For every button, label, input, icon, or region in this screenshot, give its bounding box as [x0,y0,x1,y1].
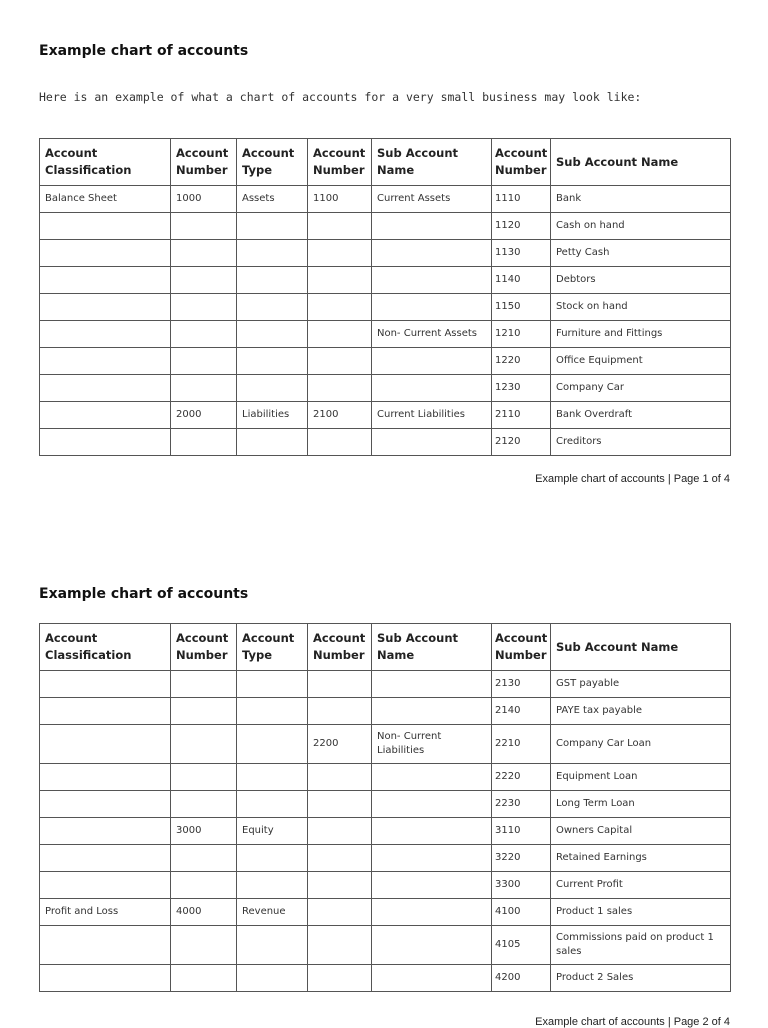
chart-of-accounts-table-2 [39,623,731,992]
table-cell: 3110 [492,818,551,845]
column-header: Account Number [308,624,372,671]
table-cell [308,965,372,992]
table-cell [40,321,171,348]
table-cell: 4200 [492,965,551,992]
table-row [40,294,731,321]
table-cell [308,240,372,267]
table-cell: Assets [237,186,308,213]
table-body [40,186,731,456]
table-cell: 2100 [308,402,372,429]
table-cell [237,240,308,267]
table-row [40,791,731,818]
table-cell: Liabilities [237,402,308,429]
table-row [40,267,731,294]
table-cell: Furniture and Fittings [551,321,731,348]
table-cell [372,267,492,294]
table-cell [171,698,237,725]
table-cell: Office Equipment [551,348,731,375]
table-cell [171,845,237,872]
table-cell [237,725,308,764]
table-cell [40,764,171,791]
table-cell [372,240,492,267]
table-cell [237,845,308,872]
column-header: Account Number [171,139,237,186]
table-cell: Bank Overdraft [551,402,731,429]
table-cell: Retained Earnings [551,845,731,872]
table-cell [308,267,372,294]
column-header: Sub Account Name [372,139,492,186]
column-header: Account Number [492,139,551,186]
table-row [40,429,731,456]
table-row [40,899,731,926]
table-cell [237,213,308,240]
table-cell: 1120 [492,213,551,240]
table-cell: 4105 [492,926,551,965]
column-header: Account Classification [40,139,171,186]
table-cell [40,429,171,456]
table-cell: Current Assets [372,186,492,213]
column-header: Account Type [237,624,308,671]
table-cell [40,791,171,818]
chart-of-accounts-table-1 [39,138,731,456]
table-cell [372,926,492,965]
table-cell: GST payable [551,671,731,698]
table-cell [40,348,171,375]
table-cell: Product 1 sales [551,899,731,926]
table-cell [237,791,308,818]
table-cell [171,321,237,348]
table-cell [40,845,171,872]
table-cell: 4000 [171,899,237,926]
column-header: Sub Account Name [551,624,731,671]
table-cell: Non- Current Assets [372,321,492,348]
table-cell: 2120 [492,429,551,456]
table-cell [237,872,308,899]
table-cell: 1140 [492,267,551,294]
table-cell: Profit and Loss [40,899,171,926]
table-cell [40,926,171,965]
table-cell: Revenue [237,899,308,926]
column-header: Sub Account Name [551,139,731,186]
intro-text: Here is an example of what a chart of accounts for a very small business may look like: [39,90,642,104]
table-cell: 1220 [492,348,551,375]
table-cell [40,698,171,725]
table-cell [171,725,237,764]
table-cell [372,698,492,725]
table-cell [372,872,492,899]
table-cell [372,213,492,240]
table-row [40,240,731,267]
table-cell: 4100 [492,899,551,926]
table-row [40,671,731,698]
table-cell [40,818,171,845]
table-cell [237,294,308,321]
table-cell [40,213,171,240]
table-cell [372,429,492,456]
table-header-row [40,624,731,671]
table-cell [308,764,372,791]
column-header: Account Classification [40,624,171,671]
table-cell [171,213,237,240]
table-cell [308,845,372,872]
table-cell [372,764,492,791]
table-body [40,671,731,992]
table-cell [237,671,308,698]
table-row [40,213,731,240]
table-cell: Company Car [551,375,731,402]
table-cell: 2210 [492,725,551,764]
table-cell: 1000 [171,186,237,213]
table-cell [372,899,492,926]
table-cell: 2110 [492,402,551,429]
table-cell [40,402,171,429]
table-cell: 2130 [492,671,551,698]
table-row [40,698,731,725]
table-cell: Balance Sheet [40,186,171,213]
column-header: Account Number [171,624,237,671]
table-cell [308,872,372,899]
table-cell [308,375,372,402]
table-cell [40,671,171,698]
table-cell: 3300 [492,872,551,899]
table-cell [171,872,237,899]
table-cell [237,764,308,791]
table-cell: 2000 [171,402,237,429]
table-cell: 1210 [492,321,551,348]
table-cell: Current Profit [551,872,731,899]
page-title: Example chart of accounts [39,586,249,602]
table-cell [308,818,372,845]
table-row [40,321,731,348]
table-cell [237,926,308,965]
table-cell: PAYE tax payable [551,698,731,725]
table-row [40,348,731,375]
table-cell [171,294,237,321]
table-cell [372,965,492,992]
table-header-row [40,139,731,186]
table-cell: Non- Current Liabilities [372,725,492,764]
table-cell: 1110 [492,186,551,213]
page-title: Example chart of accounts [39,43,249,59]
table-cell [237,375,308,402]
table-cell: 1150 [492,294,551,321]
table-cell: Owners Capital [551,818,731,845]
table-cell [308,429,372,456]
table-cell [171,375,237,402]
page-footer: Example chart of accounts | Page 2 of 4 [535,1016,730,1028]
table-cell [171,267,237,294]
table-cell: Bank [551,186,731,213]
table-cell: Current Liabilities [372,402,492,429]
table-cell [308,671,372,698]
table-cell: 2220 [492,764,551,791]
table-row [40,375,731,402]
table-cell [40,375,171,402]
column-header: Account Type [237,139,308,186]
table-cell [308,213,372,240]
table-cell [237,429,308,456]
table-cell: Long Term Loan [551,791,731,818]
table-cell [308,926,372,965]
table-cell: Equipment Loan [551,764,731,791]
column-header: Sub Account Name [372,624,492,671]
table-cell: Company Car Loan [551,725,731,764]
table-cell [308,899,372,926]
table-cell [237,698,308,725]
table-cell: 1130 [492,240,551,267]
table-cell [237,267,308,294]
table-cell: 3000 [171,818,237,845]
table-cell: 2230 [492,791,551,818]
table-cell [308,791,372,818]
table-cell [308,294,372,321]
table-row [40,818,731,845]
table-cell: 3220 [492,845,551,872]
table-row [40,965,731,992]
column-header: Account Number [308,139,372,186]
table-row [40,764,731,791]
table-cell: 1230 [492,375,551,402]
column-header: Account Number [492,624,551,671]
table-cell: Petty Cash [551,240,731,267]
table-cell: 2200 [308,725,372,764]
table-row [40,186,731,213]
table-cell [171,240,237,267]
table-cell [372,845,492,872]
table-cell [40,267,171,294]
table-cell [372,791,492,818]
table-row [40,725,731,764]
table-cell [372,818,492,845]
table-cell: Commissions paid on product 1 sales [551,926,731,965]
table-row [40,926,731,965]
table-cell: Product 2 Sales [551,965,731,992]
table-cell [372,294,492,321]
table-cell [171,965,237,992]
table-cell [237,348,308,375]
table-cell [40,294,171,321]
table-cell [171,926,237,965]
table-cell: Equity [237,818,308,845]
page-footer: Example chart of accounts | Page 1 of 4 [535,473,730,485]
table-cell: Stock on hand [551,294,731,321]
table-cell [171,348,237,375]
table-cell: Cash on hand [551,213,731,240]
table-cell [237,965,308,992]
table-cell [171,671,237,698]
table-cell [40,725,171,764]
table-cell [40,872,171,899]
table-cell [171,429,237,456]
table-cell [372,671,492,698]
table-cell: Creditors [551,429,731,456]
table-cell [237,321,308,348]
table-cell [308,348,372,375]
table-cell [308,321,372,348]
table-cell [308,698,372,725]
table-cell [171,791,237,818]
table-cell [372,348,492,375]
table-row [40,402,731,429]
table-row [40,845,731,872]
table-cell [171,764,237,791]
table-cell: 1100 [308,186,372,213]
table-cell: Debtors [551,267,731,294]
table-cell: 2140 [492,698,551,725]
table-cell [40,965,171,992]
table-cell [372,375,492,402]
table-cell [40,240,171,267]
table-row [40,872,731,899]
